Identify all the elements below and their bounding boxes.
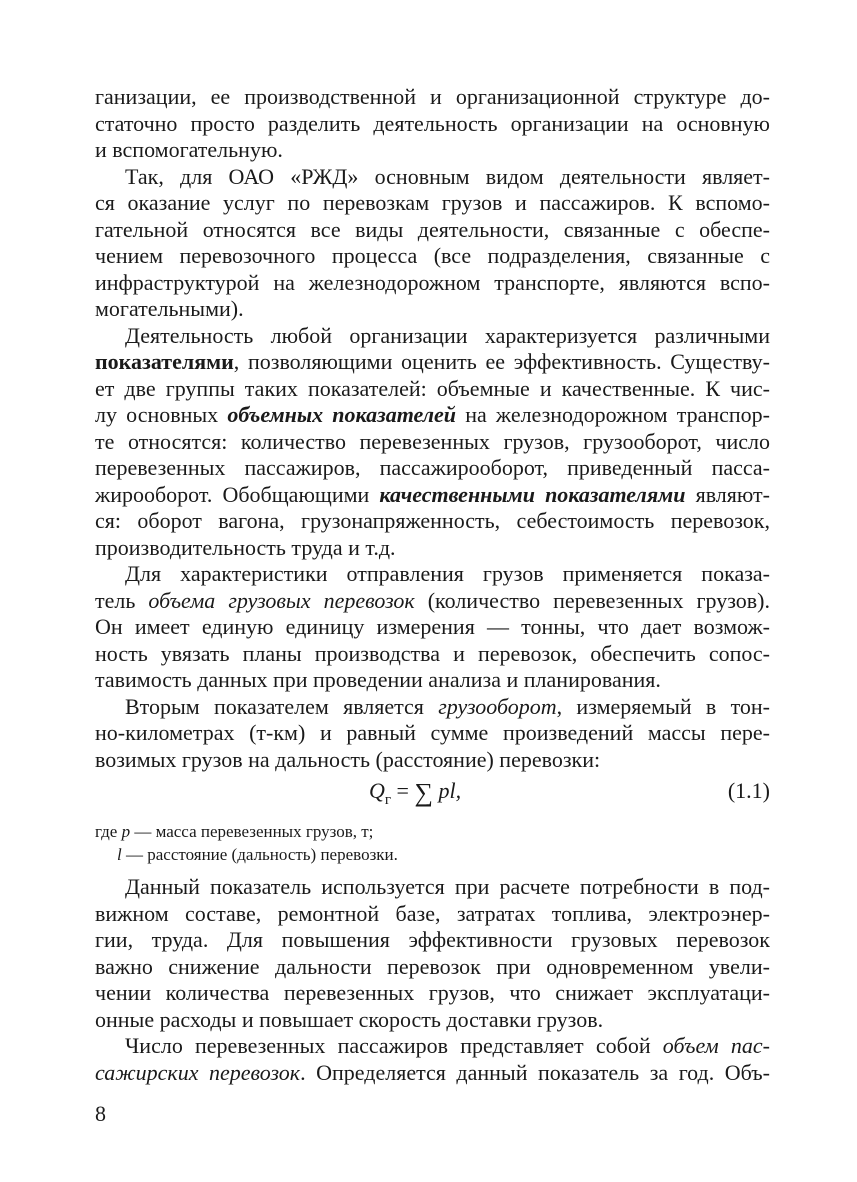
paragraph bbox=[95, 84, 770, 164]
sum-sign: ∑ bbox=[414, 778, 434, 807]
text-fragment: являют- bbox=[685, 481, 770, 507]
text-line: чением перевозочного процесса (все подразделения, связанные с bbox=[95, 243, 770, 268]
text-line: ся: оборот вагона, грузонапряженность, себестоимость перевозок, bbox=[95, 508, 770, 533]
formula-expression bbox=[369, 778, 461, 809]
paragraph bbox=[95, 561, 770, 694]
text-fragment: , позволяющими оценить ее эффективность. Существу- bbox=[233, 349, 770, 374]
text-fragment: — расстояние (дальность) перевозки. bbox=[121, 845, 398, 864]
text-line: инфраструктурой на железнодорожном транспорте, являются вспо- bbox=[95, 269, 770, 295]
text-line: возимых грузов на дальность (расстояние) перевозки: bbox=[95, 746, 601, 772]
formula bbox=[95, 776, 770, 820]
formula-lhs: Q bbox=[369, 778, 385, 803]
text-line: Для характеристики отправления грузов применяется показа- bbox=[125, 561, 770, 586]
italic-term: объем пас- bbox=[662, 1033, 770, 1058]
text-line: гательной относятся все виды деятельности, связанные с обеспе- bbox=[95, 216, 770, 242]
text-line: производительность труда и т.д. bbox=[95, 534, 396, 560]
bold-italic-term: объемных показателей bbox=[227, 402, 457, 427]
text-fragment: Вторым показателем является bbox=[125, 693, 439, 719]
italic-term: сажирских перевозок bbox=[95, 1059, 301, 1085]
text-fragment: тель bbox=[95, 587, 149, 613]
page-number: 8 bbox=[95, 1101, 106, 1126]
text-line: важно снижение дальности перевозок при одновременном увели- bbox=[95, 953, 770, 979]
bold-italic-term: качественными показателями bbox=[379, 481, 686, 507]
text-line: Он имеет единую единицу измерения — тонны, что дает возмож- bbox=[95, 614, 770, 639]
text-fragment: , измеряемый в тон- bbox=[556, 693, 771, 719]
text-line: ность увязать планы производства и перевозок, обеспечить сопос- bbox=[95, 640, 770, 666]
page-body bbox=[95, 84, 770, 1086]
text-line: онные расходы и повышает скорость доставки грузов. bbox=[95, 1006, 604, 1032]
paragraph bbox=[95, 874, 770, 1033]
text-fragment: . Определяется данный показатель за год. Объ- bbox=[300, 1059, 771, 1085]
text-line: перевезенных пассажиров, пассажирооборот, приведенный пасса- bbox=[95, 455, 770, 480]
text-line: гии, труда. Для повышения эффективности грузовых перевозок bbox=[95, 927, 770, 952]
text-line bbox=[95, 588, 770, 615]
text-fragment: где bbox=[95, 822, 122, 841]
legend-variable: p bbox=[121, 822, 131, 841]
text-line bbox=[95, 1060, 770, 1087]
bold-term: показателями bbox=[95, 349, 234, 374]
legend-line bbox=[95, 820, 770, 843]
text-line: чении количества перевезенных грузов, что снижает эксплуатаци- bbox=[95, 980, 770, 1005]
text-line bbox=[95, 349, 770, 376]
legend-variable: l bbox=[117, 845, 122, 864]
italic-term: объема грузовых перевозок bbox=[148, 587, 415, 613]
paragraph bbox=[95, 1033, 770, 1086]
text-line: те относятся: количество перевезенных грузов, грузооборот, число bbox=[95, 428, 770, 454]
paragraph bbox=[95, 323, 770, 562]
formula-legend bbox=[95, 820, 770, 866]
formula-number: (1.1) bbox=[727, 778, 770, 803]
paragraph bbox=[95, 694, 770, 774]
text-line: ганизации, ее производственной и организационной структуре до- bbox=[95, 84, 770, 109]
italic-term: грузооборот bbox=[438, 693, 557, 719]
text-line: Деятельность любой организации характеризуется различными bbox=[125, 322, 770, 348]
text-line: ся оказание услуг по перевозкам грузов и пассажиров. К вспомо- bbox=[95, 190, 770, 215]
text-line: и вспомогательную. bbox=[95, 137, 283, 162]
text-line: статочно просто разделить деятельность организации на основную bbox=[95, 110, 770, 136]
text-line bbox=[95, 482, 770, 509]
text-line bbox=[95, 402, 770, 429]
text-line: тавимость данных при проведении анализа и планирования. bbox=[95, 667, 661, 692]
text-line: Так, для ОАО «РЖД» основным видом деятельности являет- bbox=[125, 163, 770, 189]
text-line bbox=[95, 1033, 770, 1060]
paragraph bbox=[95, 164, 770, 323]
spacer bbox=[95, 866, 770, 874]
text-fragment: лу основных bbox=[95, 402, 228, 427]
text-fragment: жирооборот. Обобщающими bbox=[95, 481, 380, 507]
formula-rhs: pl, bbox=[433, 778, 462, 803]
legend-line bbox=[95, 843, 770, 866]
text-line: Данный показатель используется при расчете потребности в под- bbox=[125, 874, 770, 899]
text-line: вижном составе, ремонтной базе, затратах топлива, электроэнер- bbox=[95, 900, 770, 926]
text-fragment: — масса перевезенных грузов, т; bbox=[130, 822, 374, 841]
text-line: ет две группы таких показателей: объемные и качественные. К чис- bbox=[95, 375, 770, 401]
text-line bbox=[95, 694, 770, 721]
formula-equals: = bbox=[391, 778, 415, 803]
text-line: но-километрах (т-км) и равный сумме произведений массы пере- bbox=[95, 720, 770, 745]
formula-subscript: г bbox=[384, 792, 392, 808]
text-fragment: (количество перевезенных грузов). bbox=[414, 587, 770, 613]
text-fragment: Число перевезенных пассажиров представляет собой bbox=[125, 1033, 663, 1058]
text-line: могательными). bbox=[95, 296, 244, 321]
text-fragment: на железнодорожном транспор- bbox=[456, 402, 770, 427]
